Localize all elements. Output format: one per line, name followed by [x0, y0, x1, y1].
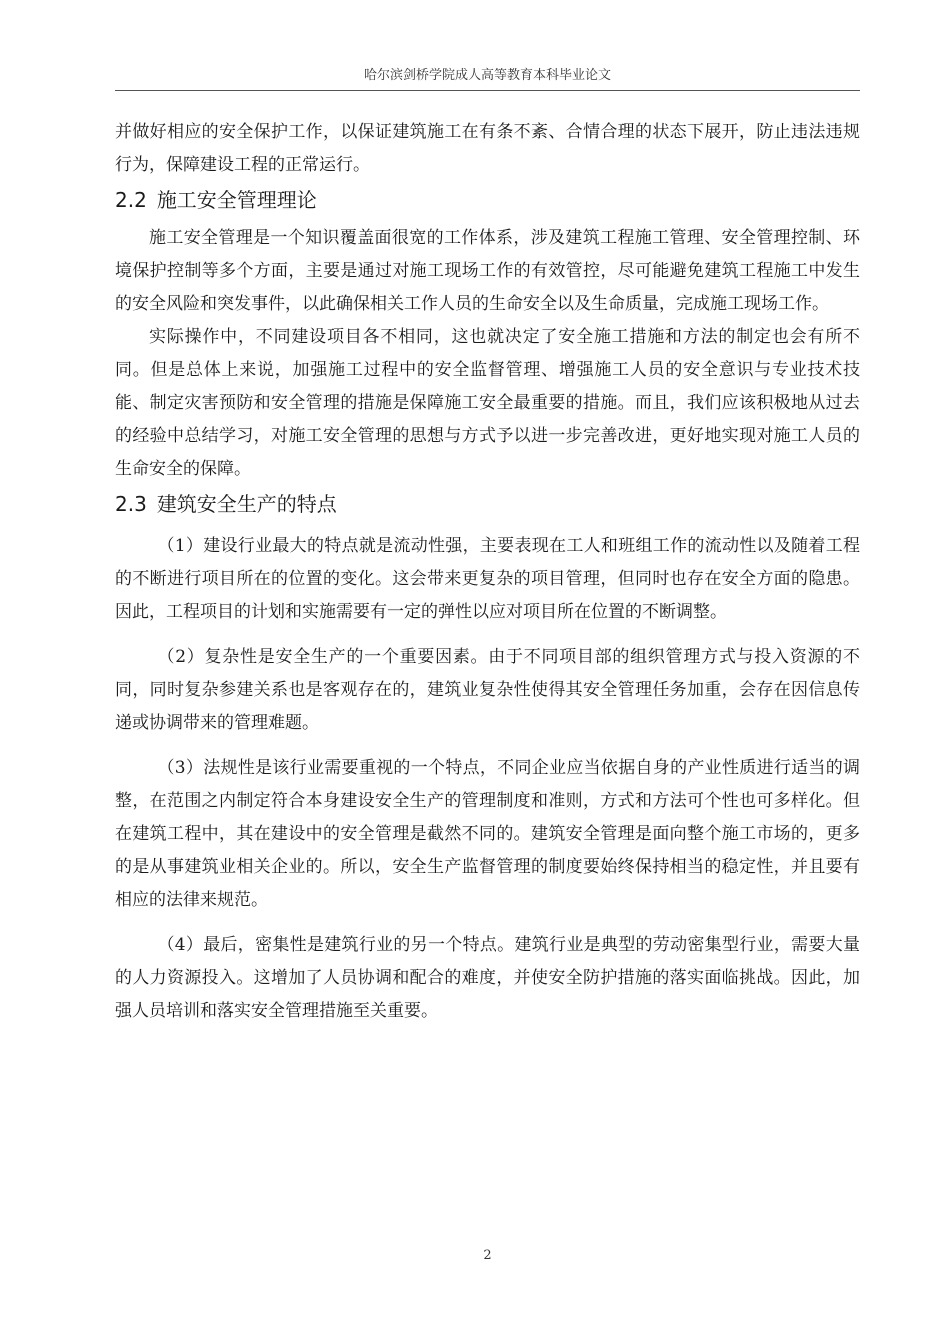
section-heading-2-2	[115, 182, 860, 222]
paragraph: 施工安全管理是一个知识覆盖面很宽的工作体系，涉及建筑工程施工管理、安全管理控制、环境保护控制等多个方面，主要是通过对施工现场工作的有效管控，尽可能避免建筑工程施工中发生的安全风险和突发事件，以此确保相关工作人员的生命安全以及生命质量，完成施工现场工作。	[115, 228, 860, 314]
paragraph: 实际操作中，不同建设项目各不相同，这也就决定了安全施工措施和方法的制定也会有所不同。但是总体上来说，加强施工过程中的安全监督管理、增强施工人员的安全意识与专业技术技能、制定灾害预防和安全管理的措施是保障施工安全最重要的措施。而且，我们应该积极地从过去的经验中总结学习，对施工安全管理的思想与方式予以进一步完善改进，更好地实现对施工人员的生命安全的保障。	[115, 327, 860, 479]
list-item: （1）建设行业最大的特点就是流动性强，主要表现在工人和班组工作的流动性以及随着工程的不断进行项目所在的位置的变化。这会带来更复杂的项目管理，但同时也存在安全方面的隐患。因此，工程项目的计划和实施需要有一定的弹性以应对项目所在位置的不断调整。	[115, 536, 860, 622]
section-title: 施工安全管理理论	[156, 188, 317, 212]
section-number: 2.2	[115, 188, 147, 212]
list-item: （3）法规性是该行业需要重视的一个特点，不同企业应当依据自身的产业性质进行适当的调整，在范围之内制定符合本身建设安全生产的管理制度和准则，方式和方法可个性也可多样化。但在建筑工程中，其在建设中的安全管理是截然不同的。建筑安全管理是面向整个施工市场的，更多的是从事建筑业相关企业的。所以，安全生产监督管理的制度要始终保持相当的稳定性，并且要有相应的法律来规范。	[115, 758, 860, 910]
intro-paragraph: 并做好相应的安全保护工作，以保证建筑施工在有条不紊、合情合理的状态下展开，防止违法违规行为，保障建设工程的正常运行。	[115, 122, 860, 175]
page-header	[115, 62, 860, 91]
document-body	[115, 116, 860, 1028]
list-item: （2）复杂性是安全生产的一个重要因素。由于不同项目部的组织管理方式与投入资源的不同，同时复杂参建关系也是客观存在的，建筑业复杂性使得其安全管理任务加重，会存在因信息传递或协调带来的管理难题。	[115, 647, 860, 733]
header-title: 哈尔滨剑桥学院成人高等教育本科毕业论文	[363, 68, 611, 83]
section-title: 建筑安全生产的特点	[156, 492, 337, 516]
section-heading-2-3	[115, 486, 860, 526]
list-item: （4）最后，密集性是建筑行业的另一个特点。建筑行业是典型的劳动密集型行业，需要大量的人力资源投入。这增加了人员协调和配合的难度，并使安全防护措施的落实面临挑战。因此，加强人员培训和落实安全管理措施至关重要。	[115, 935, 860, 1021]
page-number: 2	[483, 1248, 492, 1263]
section-number: 2.3	[115, 492, 147, 516]
